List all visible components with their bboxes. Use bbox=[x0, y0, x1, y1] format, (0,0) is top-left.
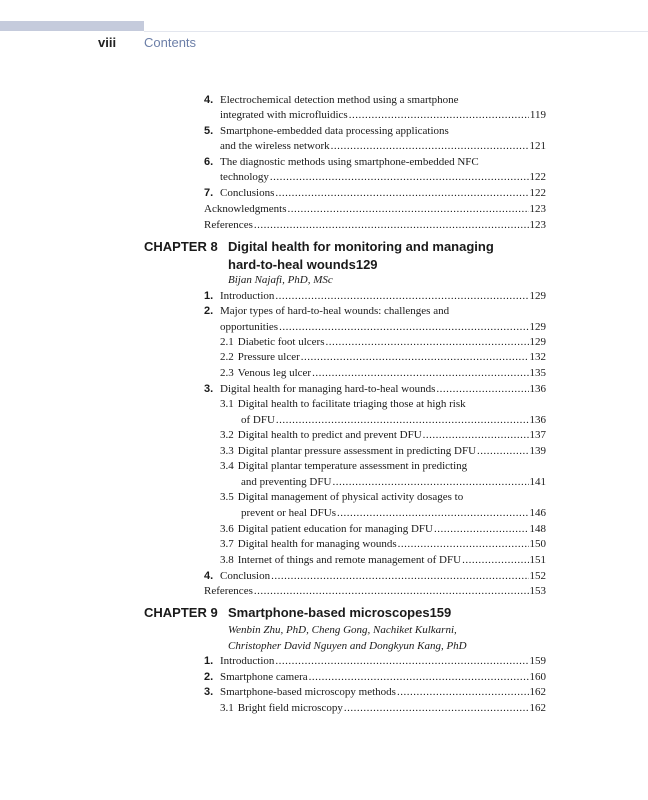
entry-page: 162 bbox=[529, 702, 546, 714]
toc-entry[interactable] bbox=[204, 304, 546, 319]
subentry-number: 2.2 bbox=[220, 351, 234, 363]
entry-title: Digital health for managing hard-to-heal wounds bbox=[220, 383, 436, 395]
entry-title: Acknowledgments bbox=[204, 203, 287, 215]
entry-page: 123 bbox=[529, 203, 546, 215]
entry-page: 162 bbox=[529, 686, 546, 698]
entry-title: of DFU bbox=[241, 414, 275, 426]
entry-page: 135 bbox=[529, 367, 546, 379]
entry-page: 150 bbox=[529, 538, 546, 550]
entry-number: 3. bbox=[204, 686, 214, 698]
entry-title: Digital health to predict and prevent DFU bbox=[237, 429, 422, 441]
entry-page: 160 bbox=[529, 671, 546, 683]
toc-entry-continuation[interactable] bbox=[220, 139, 546, 154]
dot-leader bbox=[477, 444, 528, 459]
toc-entry-continuation[interactable] bbox=[220, 108, 546, 123]
dot-leader bbox=[344, 701, 529, 716]
chapter-label: CHAPTER 9 bbox=[144, 605, 218, 620]
chapter-label: CHAPTER 8 bbox=[144, 239, 218, 254]
header-accent-bar bbox=[0, 21, 144, 31]
entry-page: 152 bbox=[529, 570, 546, 582]
dot-leader bbox=[301, 350, 529, 365]
running-title: Contents bbox=[144, 35, 197, 50]
entry-title: Internet of things and remote management of DFU bbox=[237, 554, 462, 566]
toc-subentry-continuation[interactable] bbox=[241, 475, 546, 490]
entry-title: The diagnostic methods using smartphone-embedded NFC bbox=[220, 156, 479, 168]
entry-title: Smartphone-embedded data processing applications bbox=[220, 125, 449, 137]
entry-page: 119 bbox=[529, 109, 546, 121]
entry-number: 2. bbox=[204, 671, 214, 683]
toc-subentry[interactable] bbox=[220, 701, 546, 716]
dot-leader bbox=[287, 202, 528, 217]
entry-title: Bright field microscopy bbox=[237, 702, 343, 714]
entry-title: Introduction bbox=[220, 655, 275, 667]
toc-subentry[interactable] bbox=[220, 490, 546, 505]
entry-number: 4. bbox=[204, 570, 214, 582]
dot-leader bbox=[462, 553, 528, 568]
entry-title: Digital health to facilitate triaging those at high risk bbox=[237, 398, 466, 410]
toc-subentry[interactable] bbox=[220, 444, 546, 459]
entry-page: 159 bbox=[529, 655, 546, 667]
subentry-number: 3.8 bbox=[220, 554, 234, 566]
chapter-title-text: hard-to-heal wounds bbox=[228, 257, 356, 272]
chapter-authors: Wenbin Zhu, PhD, Cheng Gong, Nachiket Kulkarni, bbox=[228, 624, 457, 636]
entry-page: 136 bbox=[529, 383, 546, 395]
chapter-authors: Christopher David Nguyen and Dongkyun Kang, PhD bbox=[228, 640, 467, 652]
entry-page: 141 bbox=[529, 476, 546, 488]
dot-leader bbox=[254, 218, 529, 233]
entry-title: Conclusions bbox=[220, 187, 275, 199]
dot-leader bbox=[434, 522, 529, 537]
toc-entry[interactable] bbox=[204, 124, 546, 139]
entry-title: Major types of hard-to-heal wounds: challenges and bbox=[220, 305, 450, 317]
header-rule bbox=[144, 31, 648, 32]
entry-number: 6. bbox=[204, 156, 214, 168]
dot-leader bbox=[275, 186, 528, 201]
toc-subentry[interactable] bbox=[220, 335, 546, 350]
dot-leader bbox=[397, 685, 529, 700]
entry-number: 1. bbox=[204, 655, 214, 667]
dot-leader bbox=[337, 506, 528, 521]
page-number: viii bbox=[98, 35, 117, 50]
toc-entry[interactable] bbox=[204, 382, 546, 397]
entry-number: 4. bbox=[204, 94, 214, 106]
chapter-title-continuation[interactable] bbox=[228, 256, 547, 273]
entry-page: 136 bbox=[529, 414, 546, 426]
toc-entry[interactable] bbox=[204, 202, 546, 217]
toc-entry-continuation[interactable] bbox=[220, 170, 546, 185]
entry-title: prevent or heal DFUs bbox=[241, 507, 337, 519]
toc-entry[interactable] bbox=[204, 584, 546, 599]
entry-title: Conclusion bbox=[220, 570, 271, 582]
entry-page: 121 bbox=[529, 140, 546, 152]
entry-title: Digital management of physical activity dosages to bbox=[237, 491, 464, 503]
dot-leader bbox=[423, 428, 529, 443]
entry-title: Digital patient education for managing DFU bbox=[237, 523, 433, 535]
toc-entry[interactable] bbox=[204, 218, 546, 233]
subentry-number: 3.2 bbox=[220, 429, 234, 441]
entry-page: 129 bbox=[529, 336, 546, 348]
chapter-page: 159 bbox=[429, 605, 452, 620]
toc-subentry[interactable] bbox=[220, 366, 546, 381]
toc-subentry-continuation[interactable] bbox=[241, 413, 546, 428]
entry-title: Electrochemical detection method using a smartphone bbox=[220, 94, 459, 106]
entry-page: 132 bbox=[529, 351, 546, 363]
entry-title: Digital plantar temperature assessment in predicting bbox=[237, 460, 468, 472]
toc-entry[interactable] bbox=[204, 186, 546, 201]
entry-number: 3. bbox=[204, 383, 214, 395]
dot-leader bbox=[279, 320, 528, 335]
dot-leader bbox=[326, 335, 529, 350]
toc-entry[interactable] bbox=[204, 93, 546, 108]
entry-page: 148 bbox=[529, 523, 546, 535]
entry-page: 122 bbox=[529, 171, 546, 183]
toc-subentry[interactable] bbox=[220, 428, 546, 443]
dot-leader bbox=[332, 475, 528, 490]
entry-title: Digital health for managing wounds bbox=[237, 538, 397, 550]
entry-title: References bbox=[204, 219, 253, 231]
entry-page: 153 bbox=[529, 585, 546, 597]
chapter-page: 129 bbox=[355, 257, 378, 272]
entry-number: 2. bbox=[204, 305, 214, 317]
chapter-title[interactable]: Digital health for monitoring and managing bbox=[228, 239, 494, 254]
entry-page: 137 bbox=[529, 429, 546, 441]
dot-leader bbox=[276, 413, 529, 428]
dot-leader bbox=[331, 139, 529, 154]
entry-title: Digital plantar pressure assessment in predicting DFU bbox=[237, 445, 477, 457]
entry-title: Venous leg ulcer bbox=[237, 367, 312, 379]
dot-leader bbox=[254, 584, 529, 599]
entry-number: 1. bbox=[204, 290, 214, 302]
toc-entry[interactable] bbox=[204, 654, 546, 669]
toc-subentry[interactable] bbox=[220, 522, 546, 537]
entry-title: and preventing DFU bbox=[241, 476, 332, 488]
dot-leader bbox=[436, 382, 528, 397]
entry-title: Introduction bbox=[220, 290, 275, 302]
toc-subentry[interactable] bbox=[220, 537, 546, 552]
entry-page: 122 bbox=[529, 187, 546, 199]
subentry-number: 3.5 bbox=[220, 491, 234, 503]
subentry-number: 3.1 bbox=[220, 398, 234, 410]
dot-leader bbox=[398, 537, 529, 552]
entry-title: opportunities bbox=[220, 321, 279, 333]
chapter-authors: Bijan Najafi, PhD, MSc bbox=[228, 274, 333, 286]
entry-page: 129 bbox=[529, 290, 546, 302]
entry-title: References bbox=[204, 585, 253, 597]
toc-entry[interactable] bbox=[204, 155, 546, 170]
toc-entry[interactable] bbox=[204, 289, 546, 304]
dot-leader bbox=[349, 108, 529, 123]
toc-subentry[interactable] bbox=[220, 553, 546, 568]
toc-entry-continuation[interactable] bbox=[220, 320, 546, 335]
chapter-title-text: Smartphone-based microscopes bbox=[228, 605, 430, 620]
entry-page: 123 bbox=[529, 219, 546, 231]
toc-subentry[interactable] bbox=[220, 350, 546, 365]
toc-subentry[interactable] bbox=[220, 397, 546, 412]
entry-title: technology bbox=[220, 171, 269, 183]
entry-title: and the wireless network bbox=[220, 140, 330, 152]
dot-leader bbox=[275, 289, 528, 304]
subentry-number: 3.4 bbox=[220, 460, 234, 472]
dot-leader bbox=[312, 366, 528, 381]
entry-number: 7. bbox=[204, 187, 214, 199]
toc-entry[interactable] bbox=[204, 569, 546, 584]
entry-page: 146 bbox=[529, 507, 546, 519]
subentry-number: 3.6 bbox=[220, 523, 234, 535]
subentry-number: 3.1 bbox=[220, 702, 234, 714]
toc-subentry[interactable] bbox=[220, 459, 546, 474]
dot-leader bbox=[270, 170, 529, 185]
chapter-title[interactable] bbox=[228, 604, 547, 621]
subentry-number: 3.7 bbox=[220, 538, 234, 550]
dot-leader bbox=[309, 670, 529, 685]
subentry-number: 3.3 bbox=[220, 445, 234, 457]
entry-title: Smartphone camera bbox=[220, 671, 308, 683]
toc-entry[interactable] bbox=[204, 685, 546, 700]
entry-title: integrated with microfluidics bbox=[220, 109, 348, 121]
entry-number: 5. bbox=[204, 125, 214, 137]
entry-page: 139 bbox=[529, 445, 546, 457]
toc-entry[interactable] bbox=[204, 670, 546, 685]
entry-title: Pressure ulcer bbox=[237, 351, 300, 363]
subentry-number: 2.1 bbox=[220, 336, 234, 348]
entry-page: 151 bbox=[529, 554, 546, 566]
entry-page: 129 bbox=[529, 321, 546, 333]
entry-title: Diabetic foot ulcers bbox=[237, 336, 325, 348]
dot-leader bbox=[271, 569, 528, 584]
toc-subentry-continuation[interactable] bbox=[241, 506, 546, 521]
entry-title: Smartphone-based microscopy methods bbox=[220, 686, 396, 698]
dot-leader bbox=[275, 654, 528, 669]
subentry-number: 2.3 bbox=[220, 367, 234, 379]
